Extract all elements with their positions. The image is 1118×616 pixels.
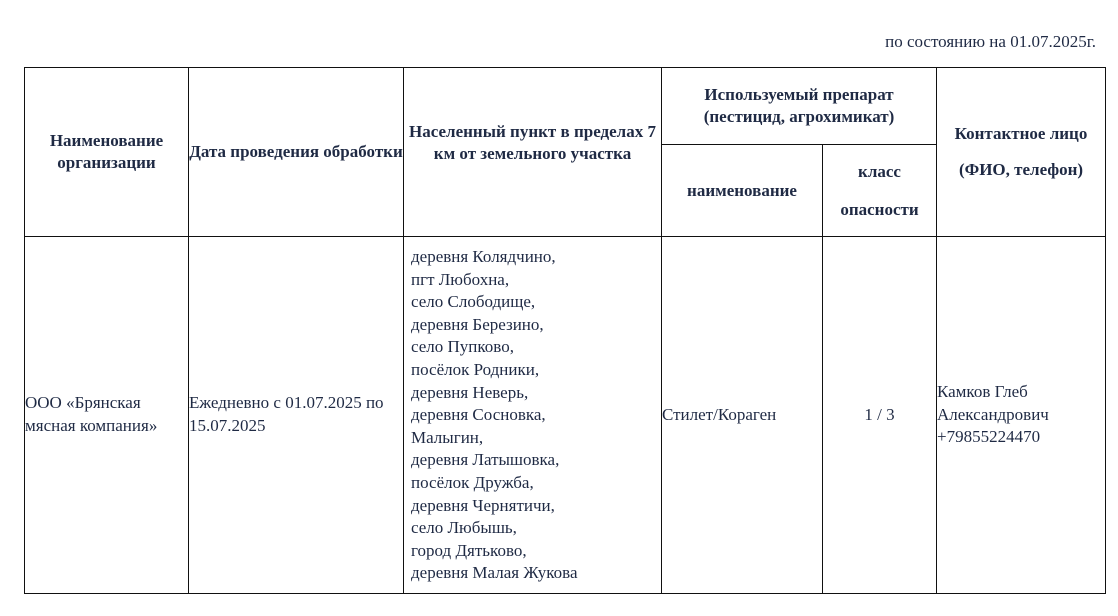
table-row: [25, 237, 1106, 594]
settlement-item: деревня Латышовка,: [411, 450, 560, 470]
treatment-table: [24, 67, 1106, 594]
settlement-item: село Пупково,: [411, 337, 514, 357]
settlement-item: деревня Малая Жукова: [411, 563, 578, 583]
header-hazard-class: [823, 145, 937, 237]
cell-contact: [937, 237, 1106, 594]
settlement-item: посёлок Родники,: [411, 359, 540, 379]
cell-settlements: [404, 237, 662, 594]
header-organization: Наименование организации: [25, 68, 189, 237]
settlement-item: деревня Неверь,: [411, 382, 529, 402]
settlement-item: пгт Любохна,: [411, 269, 510, 289]
header-contact-title: Контактное лицо: [954, 124, 1088, 143]
settlement-item: посёлок Дружба,: [411, 472, 534, 492]
settlements-list: [404, 237, 661, 585]
cell-date: Ежедневно с 01.07.2025 по 15.07.2025: [189, 237, 404, 594]
header-hazard-line1: класс: [858, 161, 901, 181]
settlement-item: Малыгин,: [411, 427, 484, 447]
settlement-item: село Слободище,: [411, 292, 536, 312]
contact-name: Камков Глеб Александрович: [937, 382, 1049, 424]
header-contact-subtitle: (ФИО, телефон): [958, 160, 1084, 179]
settlement-item: город Дятьково,: [411, 540, 527, 560]
header-hazard-line2: опасности: [840, 199, 919, 219]
settlement-item: деревня Березино,: [411, 314, 544, 334]
cell-preparation-name: Стилет/Кораген: [662, 237, 823, 594]
header-preparation-group: Используемый препарат (пестицид, агрохимикат): [662, 68, 937, 145]
settlement-item: деревня Колядчино,: [411, 247, 556, 266]
header-settlement: Населенный пункт в пределах 7 км от земельного участка: [404, 68, 662, 237]
cell-hazard-class: 1 / 3: [823, 237, 937, 594]
settlement-item: деревня Сосновка,: [411, 405, 546, 425]
header-preparation-name: наименование: [662, 145, 823, 237]
contact-phone: +79855224470: [937, 427, 1041, 447]
cell-organization: ООО «Брянская мясная компания»: [25, 237, 189, 594]
header-contact: [937, 68, 1106, 237]
settlement-item: деревня Чернятичи,: [411, 495, 555, 515]
header-date: Дата проведения обработки: [189, 68, 404, 237]
status-date-line: по состоянию на 01.07.2025г.: [885, 32, 1096, 51]
settlement-item: село Любышь,: [411, 518, 517, 538]
